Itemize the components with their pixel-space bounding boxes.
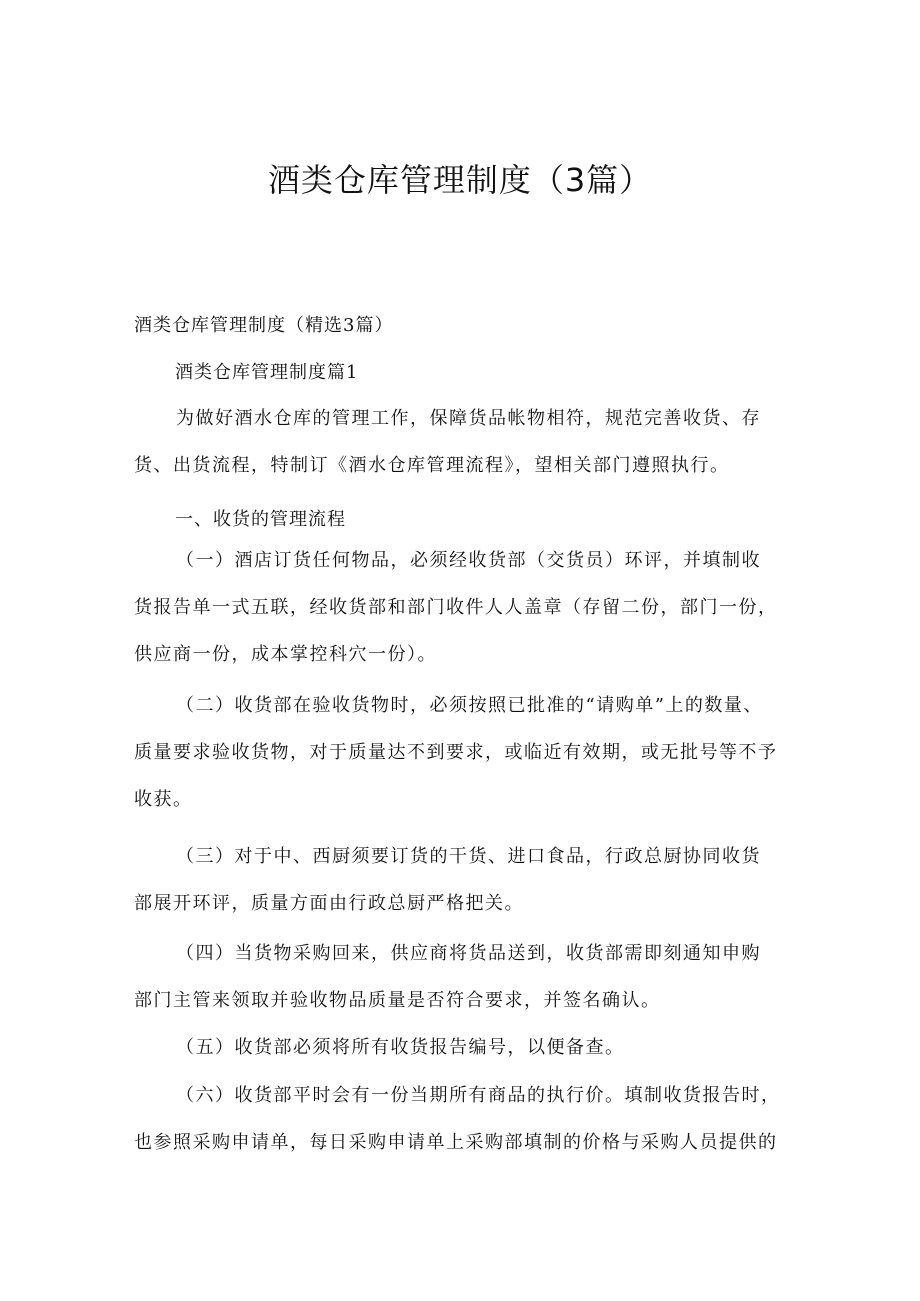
paragraph-line: （五）收货部必须将所有收货报告编号，以便备查。 xyxy=(176,1037,625,1058)
chapter-heading: 酒类仓库管理制度篇1 xyxy=(175,362,359,383)
paragraph-line: 货报告单一式五联，经收货部和部门收件人人盖章（存留二份，部门一份， xyxy=(134,597,778,618)
item-3-paragraph xyxy=(134,833,794,927)
paragraph-line: （六）收货部平时会有一份当期所有商品的执行价。填制收货报告时， xyxy=(176,1085,781,1106)
item-2-paragraph xyxy=(134,682,794,823)
document-title: 酒类仓库管理制度（3篇） xyxy=(267,161,653,199)
section-heading: 一、收货的管理流程 xyxy=(175,509,346,530)
item-1-paragraph xyxy=(134,537,794,678)
document-subtitle: 酒类仓库管理制度（精选3篇） xyxy=(134,315,394,336)
paragraph-line: （四）当货物采购回来，供应商将货品送到，收货部需即刻通知申购 xyxy=(176,943,761,964)
item-6-paragraph xyxy=(134,1072,794,1166)
paragraph-line: 收获。 xyxy=(134,789,193,810)
paragraph-line: 也参照采购申请单，每日采购申请单上采购部填制的价格与采购人员提供的 xyxy=(134,1132,778,1153)
intro-paragraph xyxy=(134,395,794,489)
paragraph-line: 质量要求验收货物，对于质量达不到要求，或临近有效期，或无批号等不予 xyxy=(134,742,778,763)
paragraph-line: 货、出货流程，特制订《酒水仓库管理流程》，望相关部门遵照执行。 xyxy=(134,455,730,476)
paragraph-line: （二）收货部在验收货物时，必须按照已批准的“请购单”上的数量、 xyxy=(176,695,763,716)
paragraph-line: 部门主管来领取并验收物品质量是否符合要求，并签名确认。 xyxy=(134,990,661,1011)
paragraph-line: 供应商一份，成本掌控科穴一份）。 xyxy=(134,644,437,665)
item-4-paragraph xyxy=(134,930,794,1024)
paragraph-line: （三）对于中、西厨须要订货的干货、进口食品，行政总厨协同收货 xyxy=(176,846,761,867)
paragraph-line: 为做好酒水仓库的管理工作，保障货品帐物相符，规范完善收货、存 xyxy=(176,408,761,429)
item-5-paragraph xyxy=(134,1024,794,1071)
paragraph-line: （一）酒店订货任何物品，必须经收货部（交货员）环评，并填制收 xyxy=(176,550,761,571)
paragraph-line: 部展开环评，质量方面由行政总厨严格把关。 xyxy=(134,893,524,914)
